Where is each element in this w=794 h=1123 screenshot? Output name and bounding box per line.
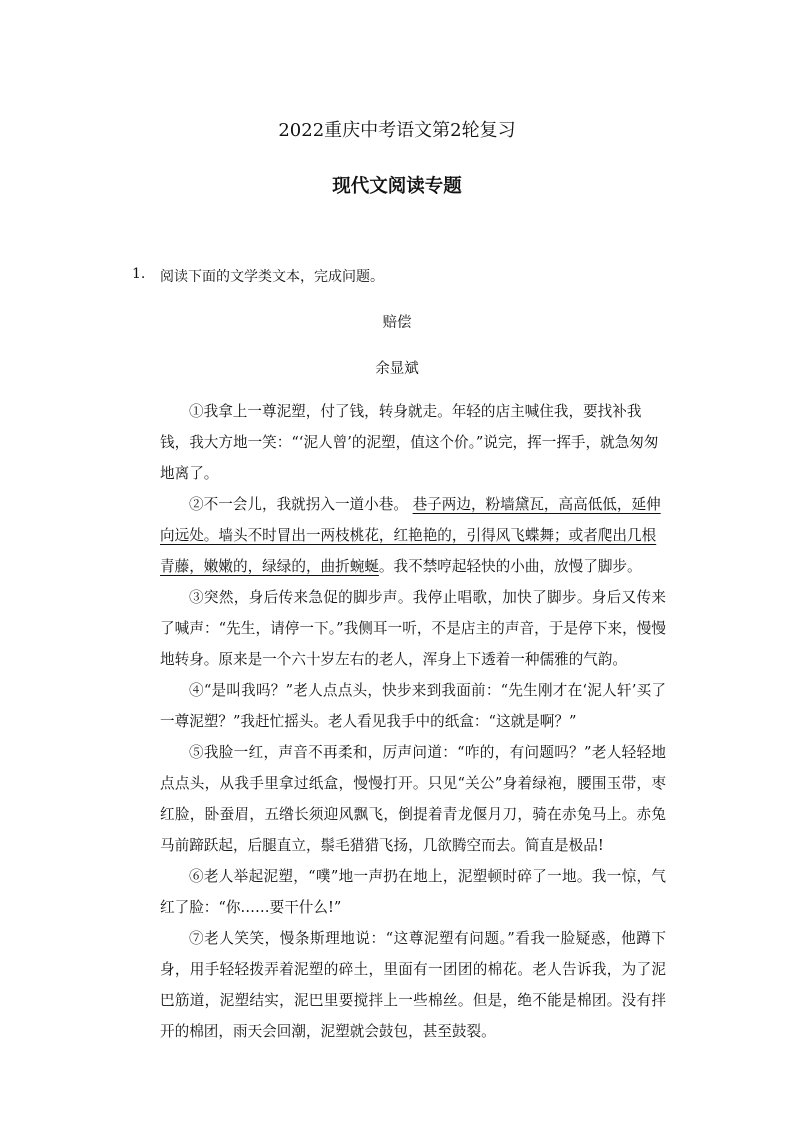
question-number: 1. — [132, 266, 146, 282]
paragraph-5: ⑤我脸一红，声音不再柔和，厉声问道：“咋的，有问题吗？”老人轻轻地点点头，从我手里拿过纸盒，慢慢打开。只见“关公”身着绿袍，腰围玉带，枣红脸，卧蚕眉，五绺长须迎风飘飞，倒提着青龙偃月刀，骑在赤兔马上。赤兔马前蹄跃起，后腿直立，鬃毛猎猎飞扬，几欲腾空而去。简直是极品! — [160, 744, 666, 854]
question-prompt: 阅读下面的文学类文本，完成问题。 — [160, 269, 384, 285]
paragraph-7: ⑦老人笑笑，慢条斯理地说：“这尊泥塑有问题。”看我一脸疑惑，他蹲下身，用手轻轻拨弄着泥塑的碎土，里面有一团团的棉花。老人告诉我，为了泥巴筋道，泥塑结实，泥巴里要搅拌上一些棉丝。但是，绝不能是棉团。没有拌开的棉团，雨天会回潮，泥塑就会鼓包，甚至鼓裂。 — [160, 930, 666, 1040]
article-body — [160, 396, 666, 1047]
paragraph-2 — [160, 489, 666, 582]
paragraph-4: ④“是叫我吗？”老人点点头，快步来到我面前：“先生刚才在‘泥人轩’买了一尊泥塑？”我赶忙摇头。老人看见我手中的纸盒：“这就是啊？” — [160, 682, 666, 730]
document-subtitle: 现代文阅读专题 — [332, 176, 462, 197]
document-title: 2022重庆中考语文第2轮复习 — [278, 120, 516, 141]
paragraph-6: ⑥老人举起泥塑，“噗”地一声扔在地上，泥塑顿时碎了一地。我一惊，气红了脸：“你……要干什么!” — [160, 868, 666, 916]
paragraph-1: ①我拿上一尊泥塑，付了钱，转身就走。年轻的店主喊住我，要找补我钱，我大方地一笑：“‘泥人曾’的泥塑，值这个价。”说完，挥一挥手，就急匆匆地离了。 — [160, 403, 659, 482]
underlined-passage: 巷子两边，粉墙黛瓦，高高低低，延伸向远处。墙头不时冒出一两枝桃花，红艳艳的，引得风飞蝶舞；或者爬出几根青藤，嫩嫩的，绿绿的，曲折蜿蜒 — [160, 496, 661, 575]
paragraph-3: ③突然，身后传来急促的脚步声。我停止唱歌，加快了脚步。身后又传来了喊声：“先生，请停一下。”我侧耳一听，不是店主的声音，于是停下来，慢慢地转身。原来是一个六十岁左右的老人，浑身上下透着一种儒雅的气韵。 — [160, 589, 666, 668]
paragraph-2-end: 。我不禁哼起轻快的小曲，放慢了脚步。 — [378, 558, 642, 575]
paragraph-2-start: ②不一会儿，我就拐入一道小巷。 — [189, 496, 408, 513]
article-author: 余显斌 — [375, 361, 419, 377]
article-title: 赔偿 — [382, 315, 412, 331]
